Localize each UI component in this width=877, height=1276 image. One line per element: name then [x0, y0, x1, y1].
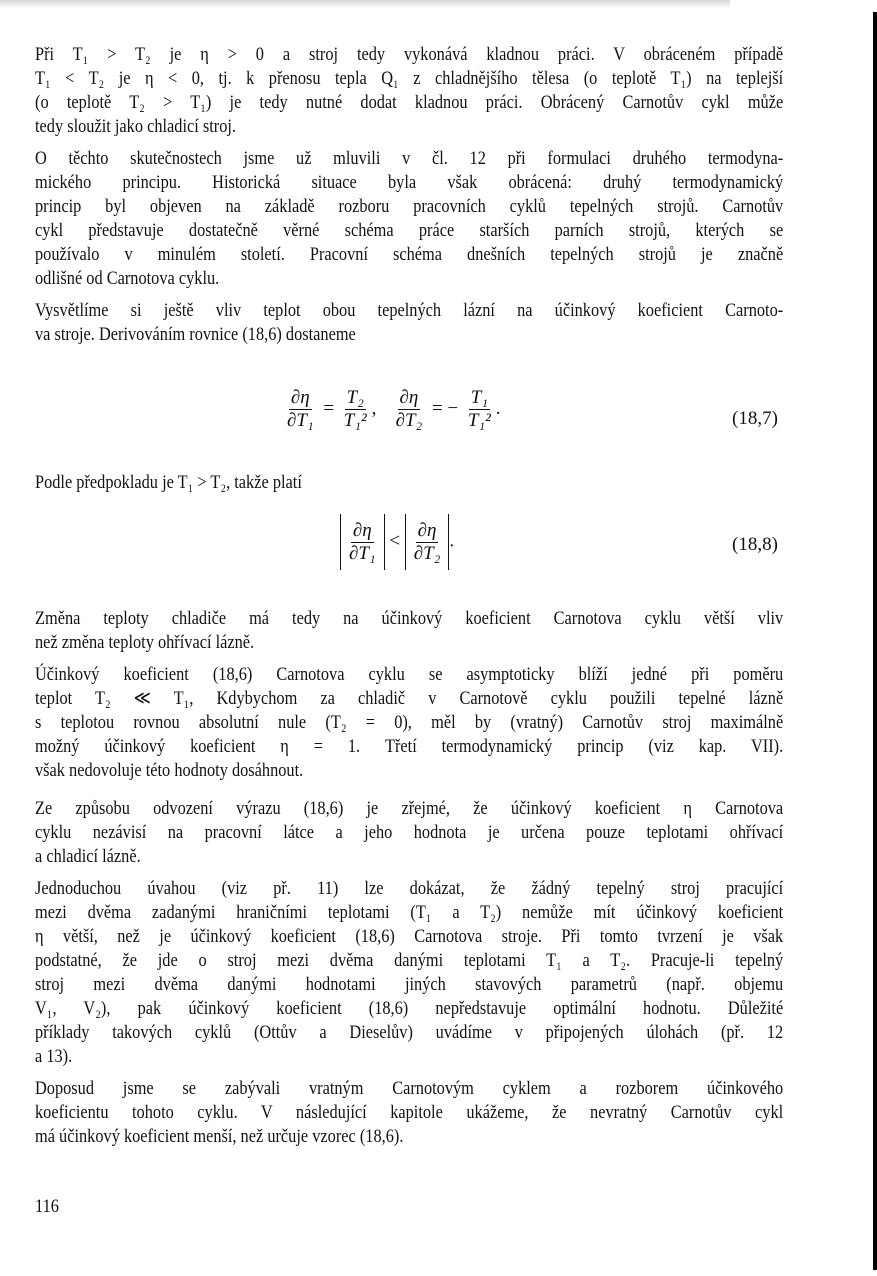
text-line: však nedovoluje této hodnoty dosáhnout. [35, 760, 304, 781]
equation-number: (18,8) [732, 534, 778, 555]
text-line: používalo v minulém století. Pracovní schéma dnešních tepelných strojů je značně [35, 244, 784, 265]
text-line: Podle předpokladu je T₁ > T₂, takže platí [35, 472, 302, 493]
text-line: Ze způsobu odvození výrazu (18,6) je zřejmé, že účinkový koeficient η Carnotova [35, 798, 784, 819]
text-line: η větší, než je účinkový koeficient (18,6) Carnotova stroje. Při tomto tvrzení je však [35, 926, 784, 947]
text-line: a 13). [35, 1046, 73, 1067]
fraction: $\frac{\text{T₁}}{\text{T₁²}}$ [467, 387, 491, 431]
text-line: (o teplotě T₂ > T₁) je tedy nutné dodat kladnou práci. Obrácený Carnotův cykl může [35, 92, 784, 113]
equation-18-7: $\frac{\partial\eta}{\text{∂T₁}}$ = $\frac{\text{T₂}}{\text{T₁²}}$ , $\frac{\partial\eta}{\text{∂T₂}}$ = − $\frac{\text{T₁}}{\text{T₁²}}$ . [287, 387, 501, 431]
scan-edge-shadow [0, 0, 730, 8]
text-line: příklady takových cyklů (Ottův a Dieselův) uvádíme v připojených úlohách (př. 12 [35, 1022, 784, 1043]
absolute-value: $\frac{\partial\eta}{\text{∂T₂}}$ [405, 514, 450, 570]
text-line: V₁, V₂), pak účinkový koeficient (18,6) nepředstavuje optimální hodnotu. Důležité [35, 998, 784, 1019]
text-line: a chladicí lázně. [35, 846, 141, 867]
text-line: va stroje. Derivováním rovnice (18,6) dostaneme [35, 324, 356, 345]
text-line: koeficientu tohoto cyklu. V následující kapitole ukážeme, že nevratný Carnotův cykl [35, 1102, 784, 1123]
text-line: Doposud jsme se zabývali vratným Carnotovým cyklem a rozborem účinkového [35, 1078, 784, 1099]
text-line: Účinkový koeficient (18,6) Carnotova cyklu se asymptoticky blíží jedné při poměru [35, 664, 784, 685]
text-line: podstatné, že jde o stroj mezi dvěma danými teplotami T₁ a T₂. Pracuje-li tepelný [35, 950, 784, 971]
text-line: mického principu. Historická situace byla však obrácená: druhý termodynamický [35, 172, 784, 193]
fraction: $\frac{\partial\eta}{\text{∂T₂}}$ [395, 387, 423, 431]
text-line: teplot T₂ ≪ T₁, Kdybychom za chladič v Carnotově cyklu použili tepelné lázně [35, 688, 784, 709]
text-line: cykl představuje dostatečně věrné schéma práce starších parních strojů, kterých se [35, 220, 784, 241]
equation-18-8: $\frac{\partial\eta}{\text{∂T₁}}$ < $\frac{\partial\eta}{\text{∂T₂}}$ . [340, 514, 454, 570]
text-line: Při T₁ > T₂ je η > 0 a stroj tedy vykonává kladnou práci. V obráceném případě [35, 44, 784, 65]
fraction: $\frac{\text{T₂}}{\text{T₁²}}$ [343, 387, 367, 431]
fraction: $\frac{\partial\eta}{\text{∂T₁}}$ [287, 387, 314, 431]
absolute-value: $\frac{\partial\eta}{\text{∂T₁}}$ [340, 514, 385, 570]
scan-edge-bar [873, 12, 877, 1270]
text-line: než změna teploty ohřívací lázně. [35, 632, 255, 653]
text-line: tedy sloužit jako chladicí stroj. [35, 116, 237, 137]
text-line: mezi dvěma zadanými hraničními teplotami (T₁ a T₂) nemůže mít účinkový koeficient [35, 902, 784, 923]
text-line: Jednoduchou úvahou (viz př. 11) lze dokázat, že žádný tepelný stroj pracující [35, 878, 784, 899]
equation-number: (18,7) [732, 408, 778, 429]
page-number: 116 [35, 1196, 59, 1217]
text-line: T₁ < T₂ je η < 0, tj. k přenosu tepla Q₁ z chladnějšího tělesa (o teplotě T₁) na teplejší [35, 68, 784, 89]
text-line: Vysvětlíme si ještě vliv teplot obou tepelných lázní na účinkový koeficient Carnoto- [35, 300, 784, 321]
text-line: stroj mezi dvěma danými hodnotami jiných stavových parametrů (např. objemu [35, 974, 784, 995]
text-line: možný účinkový koeficient η = 1. Třetí termodynamický princip (viz kap. VII). [35, 736, 784, 757]
text-line: s teplotou rovnou absolutní nule (T₂ = 0), měl by (vratný) Carnotův stroj maximálně [35, 712, 784, 733]
text-line: princip byl objeven na základě rozboru pracovních cyklů tepelných strojů. Carnotův [35, 196, 784, 217]
text-line: cyklu nezávisí na pracovní látce a jeho hodnota je určena pouze teplotami ohřívací [35, 822, 784, 843]
text-line: Změna teploty chladiče má tedy na účinkový koeficient Carnotova cyklu větší vliv [35, 608, 784, 629]
text-line: O těchto skutečnostech jsme už mluvili v čl. 12 při formulaci druhého termodyna- [35, 148, 784, 169]
text-line: odlišné od Carnotova cyklu. [35, 268, 220, 289]
text-line: má účinkový koeficient menší, než určuje vzorec (18,6). [35, 1126, 404, 1147]
